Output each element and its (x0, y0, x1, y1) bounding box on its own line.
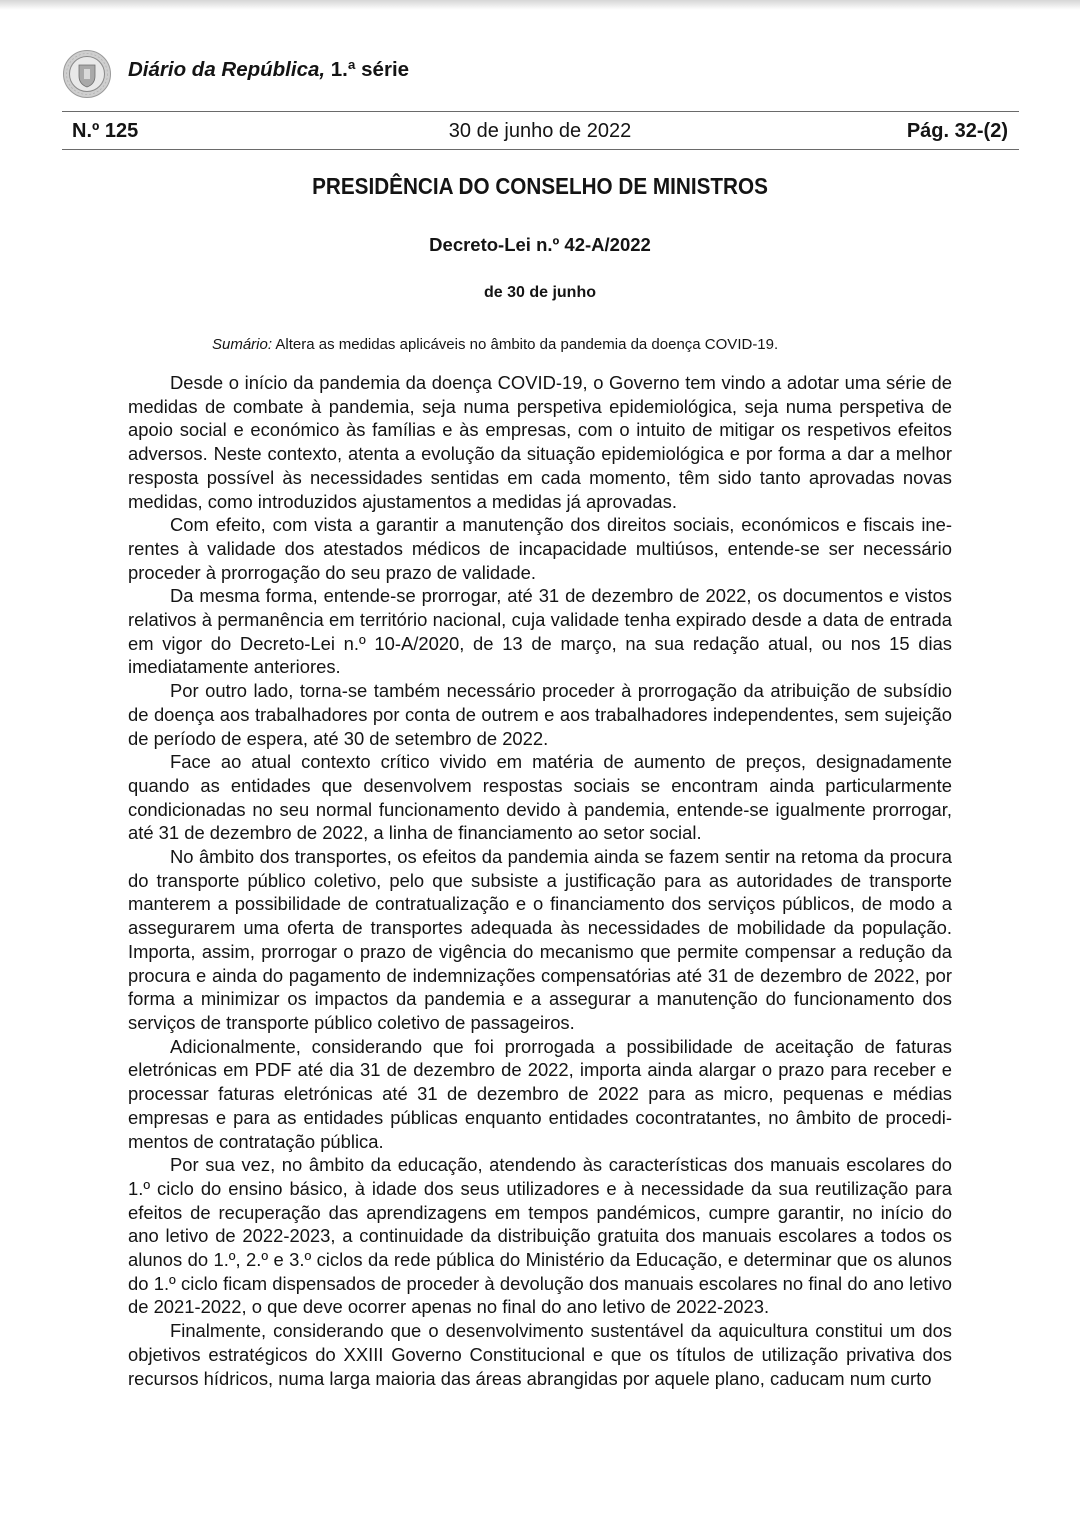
issue-date: 30 de junho de 2022 (448, 120, 632, 142)
paragraph: Da mesma forma, entende-se prorrogar, até 31 de dezembro de 2022, os documentos e vistos relativos à permanência em território nacional, cuja validade tenha expirado desde a data de entrada em vigor do Decreto-Lei n.º 10-A/2020, de 13 de março, na sua redação atual, ou nos 15 dias imediatamente anteriores. (128, 585, 952, 678)
paragraph: No âmbito dos transportes, os efeitos da pandemia ainda se fazem sentir na retoma da procura do transporte público coletivo, pelo que subsiste a justificação para as autoridades de transporte manterem a possibilidade de contratualização e o financiamento dos serviços públicos, de modo a assegurarem uma oferta de transportes adequada às necessidades de mobilidade da população. Importa, assim, prorrogar o prazo de vigência do mecanismo que permite compensar a redução da procura e ainda do pagamento de indemnizações compensatórias até 31 de dezembro de 2022, por forma a minimizar os impactos da pandemia e a assegurar a manutenção do funcionamento dos serviços de transporte público coletivo de passageiros. (128, 846, 952, 1033)
masthead (128, 58, 409, 82)
ministry-heading: PRESIDÊNCIA DO CONSELHO DE MINISTROS (312, 173, 768, 199)
paragraph: Por outro lado, torna-se também necessário proceder à prorrogação da atribuição de subsídio de doença aos trabalhadores por conta de outrem e aos trabalhadores independentes, sem sujeição de período de espera, até 30 de setembro de 2022. (128, 680, 952, 749)
paragraph: Com efeito, com vista a garantir a manutenção dos direitos sociais, económicos e fiscais inerentes à validade dos atestados médicos de incapacidade multiúsos, entende-se ser necessário proceder à prorrogação do seu prazo de validade. (128, 514, 952, 583)
summary (212, 336, 778, 353)
decree-body (128, 371, 952, 1390)
header-top-rule (62, 111, 1019, 112)
gazette-title: Diário da República, (128, 58, 326, 81)
paragraph: Por sua vez, no âmbito da educação, atendendo às características dos manuais escolares do 1.º ciclo do ensino básico, à idade dos seus utilizadores e à necessidade da sua reutilização para efeitos de recuperação das aprendizagens em tempos pandémicos, cumpre garantir, no início do ano letivo de 2022-2023, a continuidade da distribuição gratuita dos manuais escolares a todos os alunos do 1.º, 2.º e 3.º ciclos da rede pública do Ministério da Educação, e determinar que os alunos do 1.º ciclo ficam dispensados de proceder à devolução dos manuais escolares no final do ano letivo de 2021-2022, o que deve ocorrer apenas no final do ano letivo de 2022-2023. (128, 1154, 952, 1318)
page-number: Pág. 32-(2) (906, 120, 1008, 142)
summary-label: Sumário: (212, 336, 273, 353)
summary-text: Altera as medidas aplicáveis no âmbito da pandemia da doença COVID-19. (275, 336, 779, 353)
paragraph: Face ao atual contexto crítico vivido em matéria de aumento de preços, designadamente quando as entidades que desenvolvem respostas sociais se encontram ainda particularmente condicionadas no seu normal funcionamento devido à pandemia, entende-se igualmente prorrogar, até 31 de dezembro de 2022, a linha de financiamento ao setor social. (128, 751, 952, 844)
coat-of-arms-icon (62, 49, 112, 99)
header-bottom-rule (62, 149, 1019, 150)
gazette-series: 1.ª série (330, 58, 410, 81)
paragraph: Finalmente, considerando que o desenvolvimento sustentável da aquicultura constitui um dos objetivos estratégicos do XXIII Governo Constitucional e que os títulos de utilização privativa dos recursos hídricos, numa larga maioria das áreas abrangidas por aquele plano, caducam num curto (128, 1320, 952, 1389)
decree-title: Decreto-Lei n.º 42-A/2022 (429, 234, 651, 255)
decree-date: de 30 de junho (483, 284, 596, 301)
scan-top-shadow (0, 0, 1080, 10)
paragraph: Adicionalmente, considerando que foi prorrogada a possibilidade de aceitação de faturas eletrónicas em PDF até dia 31 de dezembro de 2022, importa ainda alargar o prazo para receber e processar faturas eletrónicas até 31 de dezembro de 2022 para as micro, pequenas e médias empresas e para as entidades públicas enquanto entidades cocontratantes, no âmbito de procedimentos de contratação pública. (128, 1035, 952, 1152)
issue-number: N.º 125 (72, 120, 139, 142)
paragraph: Desde o início da pandemia da doença COVID-19, o Governo tem vindo a adotar uma série de medidas de combate à pandemia, seja numa perspetiva epidemiológica, seja numa perspetiva de apoio social e económico às famílias e às empresas, com o intuito de mitigar os respetivos efeitos adversos. Neste contexto, atenta a evolução da situação epidemiológica e por forma a dar a melhor resposta possível às necessidades sentidas em cada momento, têm sido tanto aprovadas novas medidas, como introduzidos ajustamentos a medidas já aprovadas. (128, 372, 952, 512)
